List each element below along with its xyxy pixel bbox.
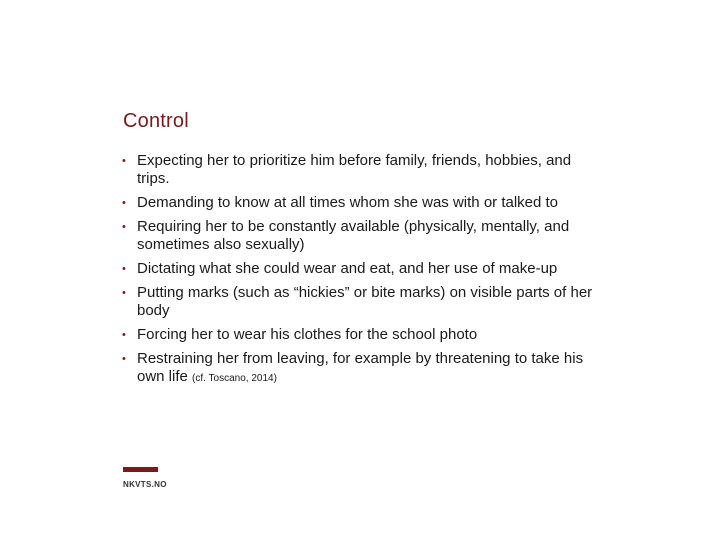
citation: (cf. Toscano, 2014) — [192, 373, 277, 384]
footer-accent-bar — [123, 467, 158, 472]
bullet-text: Dictating what she could wear and eat, and her use of make-up — [137, 260, 558, 277]
bullet-item — [122, 350, 602, 388]
bullet-text: Forcing her to wear his clothes for the school photo — [137, 326, 478, 343]
slide-title: Control — [123, 110, 189, 132]
bullet-list — [122, 152, 602, 394]
bullet-text: Putting marks (such as “hickies” or bite marks) on visible parts of her body — [137, 284, 593, 319]
bullet-marker: • — [122, 197, 126, 209]
bullet-item — [122, 284, 602, 320]
bullet-marker: • — [122, 353, 126, 365]
bullet-marker: • — [122, 287, 126, 299]
bullet-text: Demanding to know at all times whom she was with or talked to — [137, 194, 559, 211]
bullet-item — [122, 152, 602, 188]
bullet-marker: • — [122, 155, 126, 167]
bullet-marker: • — [122, 263, 126, 275]
bullet-text: Restraining her from leaving, for example by threatening to take his own life — [137, 350, 584, 385]
bullet-marker: • — [122, 329, 126, 341]
bullet-text: Requiring her to be constantly available (physically, mentally, and sometimes also sexually) — [137, 218, 570, 253]
bullet-item — [122, 326, 602, 344]
bullet-item — [122, 194, 602, 212]
bullet-text: Expecting her to prioritize him before family, friends, hobbies, and trips. — [137, 152, 572, 187]
bullet-item — [122, 218, 602, 254]
nkvts-logo: NKVTS.NO — [123, 480, 167, 489]
bullet-item — [122, 260, 602, 278]
bullet-marker: • — [122, 221, 126, 233]
